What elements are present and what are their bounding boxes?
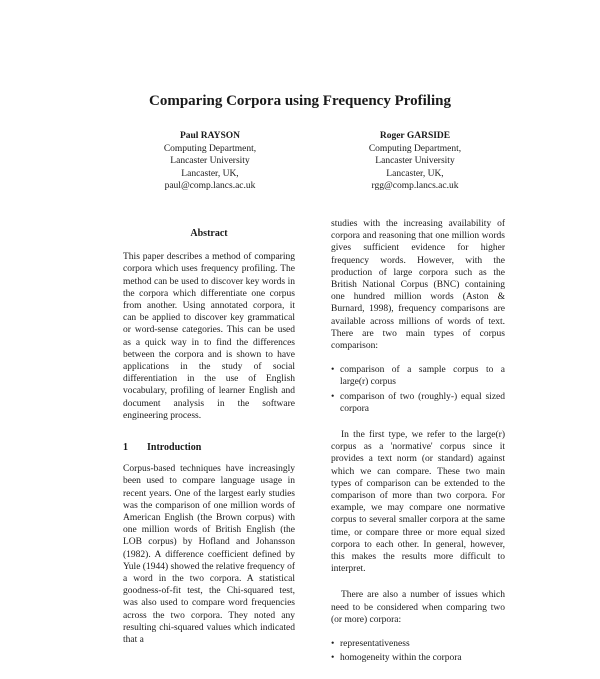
author-affiliation-line: Lancaster University [375, 156, 455, 166]
section-title: Introduction [147, 442, 202, 454]
body-paragraph: In the first type, we refer to the large(r) corpus as a 'normative' corpus since it provides a text norm (or standard) against which we can compare. These two main types of comparison can be extended to the comparison of more than two corpora. For example, we may compare one normative corpus to several smaller corpora at the same time, or compare three or more equal sized corpora to each other. In general, however, this makes the results more difficult to interpret. [331, 430, 505, 575]
author-affiliation-line: Lancaster, UK, [181, 168, 239, 179]
list-item: • comparison of a sample corpus to a large(r) corpus [331, 364, 505, 388]
left-column [123, 228, 295, 646]
abstract-text: This paper describes a method of comparing corpora which uses frequency profiling. The method can be used to discover key words in the corpora which differentiate one corpus from another. Using annotated corpora, it can be applied to discover key grammatical or word-sense categories. This can be used as a quick way in to find the differences between the corpora and is shown to have applications in the study of social differentiation in the use of English vocabulary, profiling of learner English and document analysis in the software engineering process. [123, 252, 295, 421]
author-block [305, 130, 525, 193]
paper-title: Comparing Corpora using Frequency Profiling [149, 93, 451, 109]
author-name: Paul RAYSON [179, 131, 241, 141]
introduction-text: Corpus-based techniques have increasingly been used to compare language usage in recent years. One of the largest early studies was the comparison of one million words of American English (the Brown corpus) with one million words of British English (the LOB corpus) by Hofland and Johansson (1982). A difference coefficient defined by Yule (1944) showed the relative frequency of a word in the two corpora. A statistical goodness-of-fit test, the Chi-squared test, was also used to compare word frequencies across the two corpora. They noted any resulting chi-squared values which indicated that a [123, 464, 295, 646]
section-number: 1 [123, 442, 128, 454]
list-item: • representativeness [331, 638, 505, 650]
author-email: paul@comp.lancs.ac.uk [164, 181, 256, 191]
list-item: • homogeneity within the corpora [331, 652, 505, 664]
author-affiliation-line: Computing Department, [368, 143, 462, 154]
author-email: rgg@comp.lancs.ac.uk [371, 181, 459, 191]
bullet-list [331, 638, 505, 664]
author-affiliation-line: Computing Department, [163, 143, 257, 154]
body-paragraph: There are also a number of issues which need to be considered when comparing two (or more) corpora: [331, 590, 505, 625]
abstract-heading: Abstract [190, 228, 228, 239]
body-paragraph: studies with the increasing availability of corpora and reasoning that one million words gives sufficient evidence for higher frequency words. However, with the production of large corpora such as the British National Corpus (BNC) containing one hundred million words (Aston & Burnard, 1998), frequency comparisons are available across millions of words of text. There are two main types of corpus comparison: [331, 219, 505, 352]
list-item: • comparison of two (roughly-) equal sized corpora [331, 391, 505, 415]
right-column [331, 218, 505, 679]
author-affiliation-line: Lancaster University [170, 156, 250, 166]
author-name: Roger GARSIDE [379, 131, 451, 141]
bullet-list [331, 364, 505, 415]
author-affiliation-line: Lancaster, UK, [386, 168, 444, 179]
section-heading [123, 442, 295, 454]
author-block [100, 130, 320, 193]
